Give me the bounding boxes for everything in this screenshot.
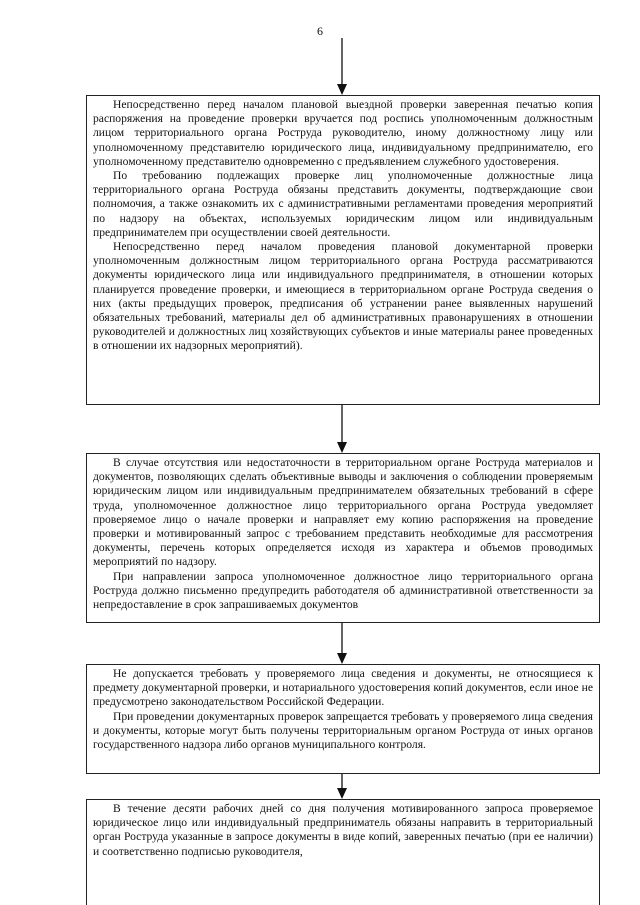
- flow-box-3: [86, 664, 600, 774]
- paragraph: По требованию подлежащих проверке лиц уполномоченные должностные лица территориального органа Роструда обязаны представить документы, подтверждающие свои полномочия, а также ознакомить их с административными регламентами проведения мероприятий по надзору на объектах, используемых юридическим лицом или индивидуальным предпринимателем при осуществлении своей деятельности.: [93, 169, 593, 239]
- paragraph: Непосредственно перед началом плановой выездной проверки заверенная печатью копия распоряжения на проведение проверки вручается под роспись уполномоченным должностным лицом территориального органа Роструда руководителю, иному должностному лицу или уполномоченному представителю юридического лица, индивидуальному предпринимателю, его уполномоченному представителю одновременно с предъявлением служебного удостоверения.: [93, 98, 593, 168]
- paragraph: В случае отсутствия или недостаточности в территориальном органе Роструда материалов и документов, позволяющих сделать объективные выводы и заключения о соблюдении проверяемым юридическим лицом или индивидуальным предпринимателем обязательных требований в сфере труда, уполномоченное должностное лицо территориального органа Роструда уведомляет проверяемое лицо о начале проверки и направляет ему копию распоряжения на проведение проверки и мотивированный запрос с требованием представить необходимые для рассмотрения документы, перечень которых определяется исходя из характера и объемов проводимых мероприятий по надзору.: [93, 456, 593, 569]
- paragraph: В течение десяти рабочих дней со дня получения мотивированного запроса проверяемое юридическое лицо или индивидуальный предприниматель обязаны направить в территориальный орган Роструда указанные в запросе документы в виде копий, заверенных печатью (при ее наличии) и соответственно подписью руководителя,: [93, 802, 593, 858]
- flow-box-2: [86, 453, 600, 623]
- paragraph: Непосредственно перед началом проведения плановой документарной проверки уполномоченным должностным лицом территориального органа Роструда рассматриваются документы юридического лица или индивидуального предпринимателя, в отношении которых планируется проведение проверки, и имеющиеся в территориальном органе Роструда сведения о них (акты предыдущих проверок, предписания об устранении ранее выявленных нарушений обязательных требований, материалы дел об административных правонарушениях в отношении руководителей и должностных лиц хозяйствующих субъектов и иные материалы ранее проведенных в отношении их надзорных мероприятий).: [93, 240, 593, 353]
- flow-box-4: [86, 799, 600, 905]
- paragraph: Не допускается требовать у проверяемого лица сведения и документы, не относящиеся к предмету документарной проверки, и нотариального удостоверения копий документов, если иное не предусмотрено законодательством Российской Федерации.: [93, 667, 593, 709]
- paragraph: При проведении документарных проверок запрещается требовать у проверяемого лица сведения и документы, которые могут быть получены территориальным органом Роструда от иных органов государственного надзора либо органов муниципального контроля.: [93, 709, 593, 752]
- flow-arrow-3: [336, 623, 348, 665]
- page-number: 6: [317, 24, 323, 38]
- paragraph: При направлении запроса уполномоченное должностное лицо территориального органа Роструда должно письменно предупредить работодателя об административной ответственности за непредоставление в срок запрашиваемых документов: [93, 569, 593, 612]
- flow-arrow-1: [336, 38, 348, 96]
- flow-box-1: [86, 95, 600, 405]
- flow-arrow-2: [336, 405, 348, 454]
- flow-arrow-4: [336, 774, 348, 800]
